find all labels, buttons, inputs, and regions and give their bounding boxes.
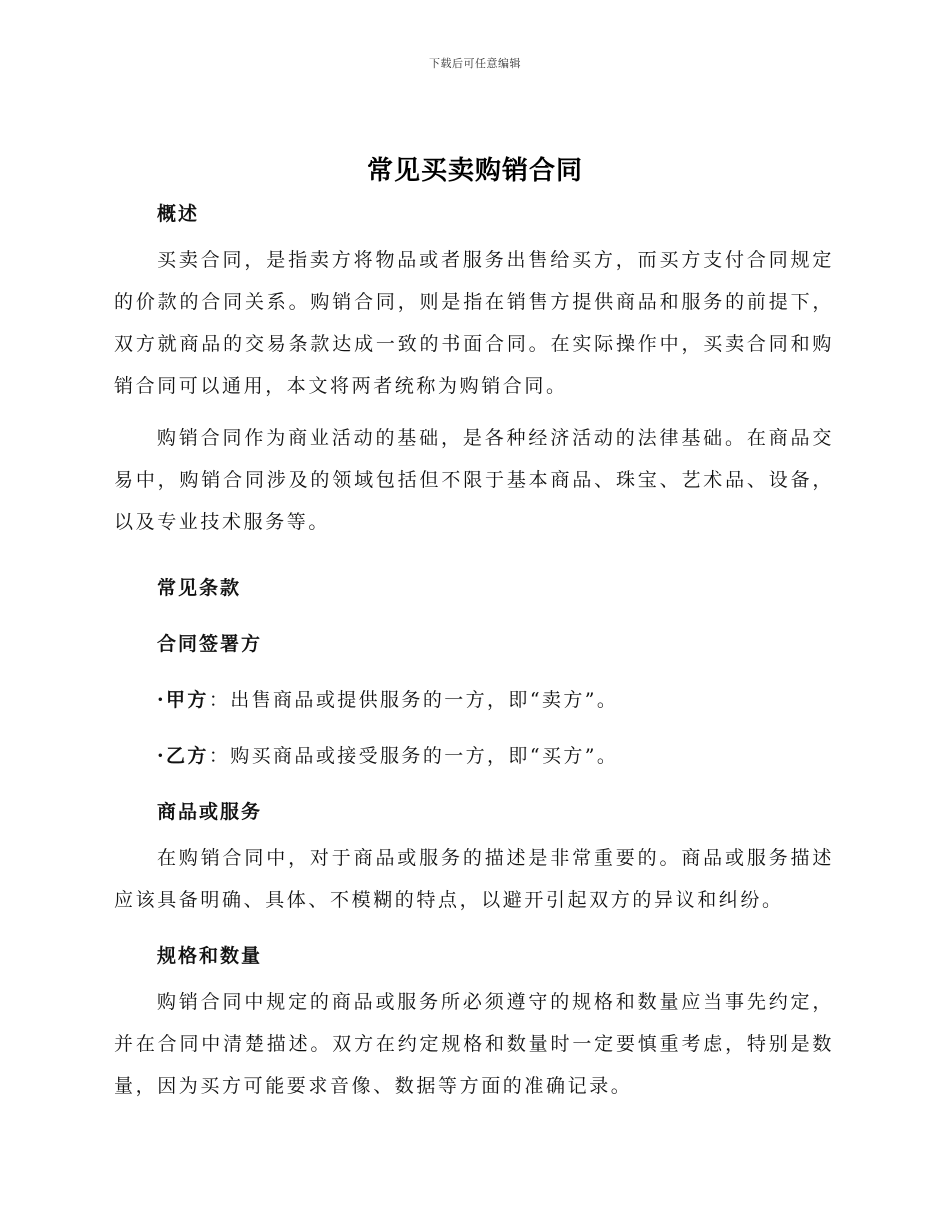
party-term-seller: 甲方 [166, 689, 209, 711]
party-term-buyer: 乙方 [166, 745, 209, 767]
bullet-dot: · [157, 745, 167, 767]
party-separator: ： [208, 745, 231, 767]
overview-paragraph-2: 购销合同作为商业活动的基础，是各种经济活动的法律基础。在商品交易中，购销合同涉及的领域包括但不限于基本商品、珠宝、艺术品、设备，以及专业技术服务等。 [114, 427, 834, 533]
section-heading-spec: 规格和数量 [157, 945, 263, 967]
goods-paragraph: 在购销合同中，对于商品或服务的描述是非常重要的。商品或服务描述应该具备明确、具体、不模糊的特点，以避开引起双方的异议和纠纷。 [114, 847, 834, 911]
bullet-dot: · [157, 689, 167, 711]
section-heading-overview: 概述 [157, 203, 200, 225]
header-note: 下载后可任意编辑 [429, 57, 521, 70]
section-heading-parties: 合同签署方 [157, 633, 263, 655]
section-heading-goods: 商品或服务 [157, 801, 263, 823]
spec-paragraph: 购销合同中规定的商品或服务所必须遵守的规格和数量应当事先约定，并在合同中清楚描述。双方在约定规格和数量时一定要慎重考虑，特别是数量，因为买方可能要求音像、数据等方面的准确记录。 [114, 991, 834, 1097]
party-item-buyer [114, 741, 834, 768]
party-desc-seller: 出售商品或提供服务的一方，即“卖方”。 [230, 689, 619, 711]
document-body [114, 193, 834, 1107]
party-item-seller [114, 685, 834, 712]
document-title: 常见买卖购销合同 [366, 156, 583, 186]
section-heading-common-terms: 常见条款 [157, 577, 242, 599]
party-separator: ： [208, 689, 231, 711]
overview-paragraph-1: 买卖合同，是指卖方将物品或者服务出售给买方，而买方支付合同规定的价款的合同关系。购销合同，则是指在销售方提供商品和服务的前提下，双方就商品的交易条款达成一致的书面合同。在实际操作中，买卖合同和购销合同可以通用，本文将两者统称为购销合同。 [114, 249, 834, 397]
party-desc-buyer: 购买商品或接受服务的一方，即“买方”。 [230, 745, 619, 767]
